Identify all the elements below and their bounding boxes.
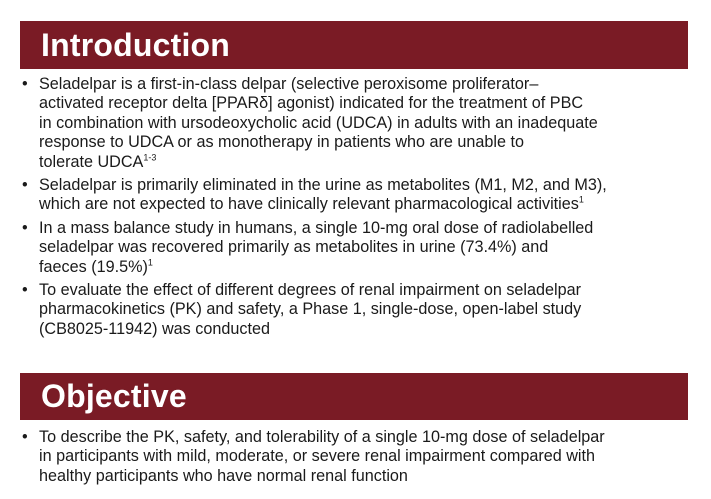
- bullet-line: response to UDCA or as monotherapy in patients who are unable to: [39, 133, 525, 152]
- bullet-line: in participants with mild, moderate, or severe renal impairment compared with: [39, 447, 596, 466]
- bullet-line: (CB8025-11942) was conducted: [39, 319, 270, 338]
- citation-superscript: 1: [578, 195, 584, 206]
- bullet-marker: •: [22, 428, 28, 446]
- bullet-marker: •: [22, 176, 28, 195]
- bullet-line: in combination with ursodeoxycholic acid (UDCA) in adults with an inadequate: [39, 113, 598, 132]
- introduction-bullet: [20, 219, 700, 277]
- introduction-bullet: [20, 281, 700, 339]
- bullet-marker: •: [22, 281, 28, 300]
- bullet-line: seladelpar was recovered primarily as metabolites in urine (73.4%) and: [39, 238, 549, 257]
- bullet-line: faeces (19.5%): [39, 257, 148, 276]
- objective-title: Objective: [41, 378, 187, 414]
- objective-bullet-list: [20, 428, 700, 490]
- bullet-line: which are not expected to have clinically relevant pharmacological activities: [39, 195, 579, 214]
- bullet-line-with-citation: [39, 258, 700, 277]
- bullet-line-with-citation: [39, 195, 700, 214]
- bullet-line: To describe the PK, safety, and tolerability of a single 10-mg dose of seladelpar: [39, 428, 605, 446]
- introduction-title: Introduction: [41, 27, 231, 63]
- introduction-bullet: [20, 176, 700, 215]
- bullet-line: activated receptor delta [PPARδ] agonist) indicated for the treatment of PBC: [39, 94, 584, 113]
- bullet-marker: •: [22, 75, 28, 93]
- bullet-line: In a mass balance study in humans, a single 10-mg oral dose of radiolabelled: [39, 218, 594, 237]
- introduction-header: [20, 21, 688, 69]
- bullet-line-with-citation: [39, 153, 700, 172]
- citation-superscript: 1-3: [143, 152, 157, 163]
- objective-header: [20, 373, 688, 420]
- introduction-bullet: [20, 75, 700, 172]
- objective-bullet: [20, 428, 700, 486]
- bullet-line: tolerate UDCA: [39, 152, 144, 171]
- bullet-marker: •: [22, 218, 28, 237]
- bullet-line: To evaluate the effect of different degrees of renal impairment on seladelpar: [39, 281, 582, 300]
- bullet-line: Seladelpar is primarily eliminated in the urine as metabolites (M1, M2, and M3),: [39, 176, 607, 195]
- citation-superscript: 1: [147, 257, 153, 268]
- bullet-line: pharmacokinetics (PK) and safety, a Phase 1, single-dose, open-label study: [39, 300, 582, 319]
- bullet-line: Seladelpar is a first-in-class delpar (selective peroxisome proliferator–: [39, 75, 539, 93]
- bullet-line: healthy participants who have normal renal function: [39, 466, 408, 485]
- introduction-bullet-list: [20, 75, 700, 343]
